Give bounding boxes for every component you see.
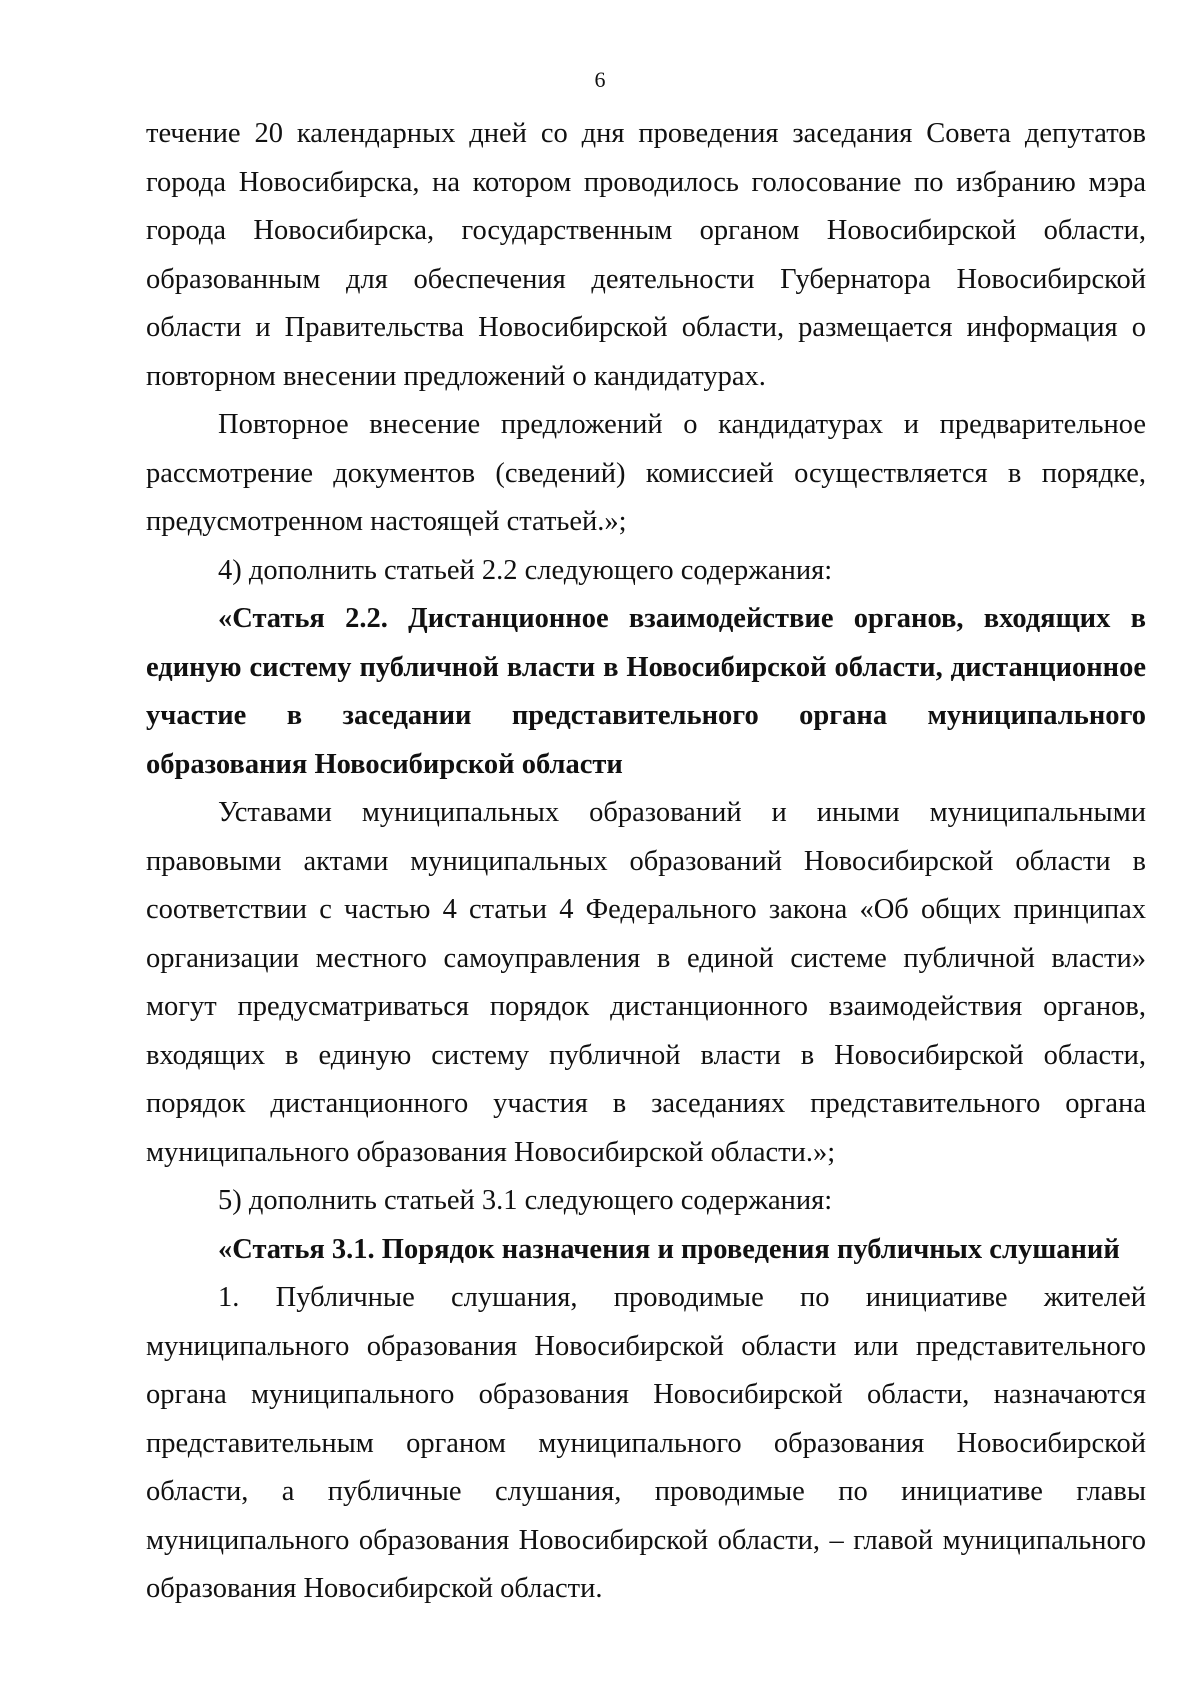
article-2-2-heading: «Статья 2.2. Дистанционное взаимодействие органов, входящих в единую систему публичной власти в Новосибирской области, дистанционное участие в заседании представительного органа муниципального образования Новосибирской области bbox=[146, 603, 1146, 780]
amendment-item-4: 4) дополнить статьей 2.2 следующего содержания: bbox=[218, 554, 833, 586]
article-3-1-heading: «Статья 3.1. Порядок назначения и проведения публичных слушаний bbox=[218, 1233, 1120, 1265]
page-number: 6 bbox=[594, 67, 606, 92]
paragraph-resubmission: Повторное внесение предложений о кандидатурах и предварительное рассмотрение документов (сведений) комиссией осуществляется в порядке, предусмотренном настоящей статьей.»; bbox=[146, 409, 1146, 537]
document-body bbox=[146, 110, 1146, 1614]
amendment-item-5: 5) дополнить статьей 3.1 следующего содержания: bbox=[218, 1185, 833, 1216]
article-3-1-clause-1: 1. Публичные слушания, проводимые по инициативе жителей муниципального образования Новосибирской области или представительного органа муниципального образования Новосибирской области, назначаются представительным органом муниципального образования Новосибирской области, а публичные слушания, проводимые по инициативе главы муниципального образования Новосибирской области, – главой муниципального образования Новосибирской области. bbox=[146, 1282, 1146, 1604]
article-2-2-text: Уставами муниципальных образований и иными муниципальными правовыми актами муниципальных образований Новосибирской области в соответствии с частью 4 статьи 4 Федерального закона «Об общих принципах организации местного самоуправления в единой системе публичной власти» могут предусматриваться порядок дистанционного взаимодействия органов, входящих в единую систему публичной власти в Новосибирской области, порядок дистанционного участия в заседаниях представительного органа муниципального образования Новосибирской области.»; bbox=[146, 797, 1146, 1168]
paragraph-continuation: течение 20 календарных дней со дня проведения заседания Совета депутатов города Новосибирска, на котором проводилось голосование по избранию мэра города Новосибирска, государственным органом Новосибирской области, образованным для обеспечения деятельности Губернатора Новосибирской области и Правительства Новосибирской области, размещается информация о повторном внесении предложений о кандидатурах. bbox=[146, 118, 1146, 392]
